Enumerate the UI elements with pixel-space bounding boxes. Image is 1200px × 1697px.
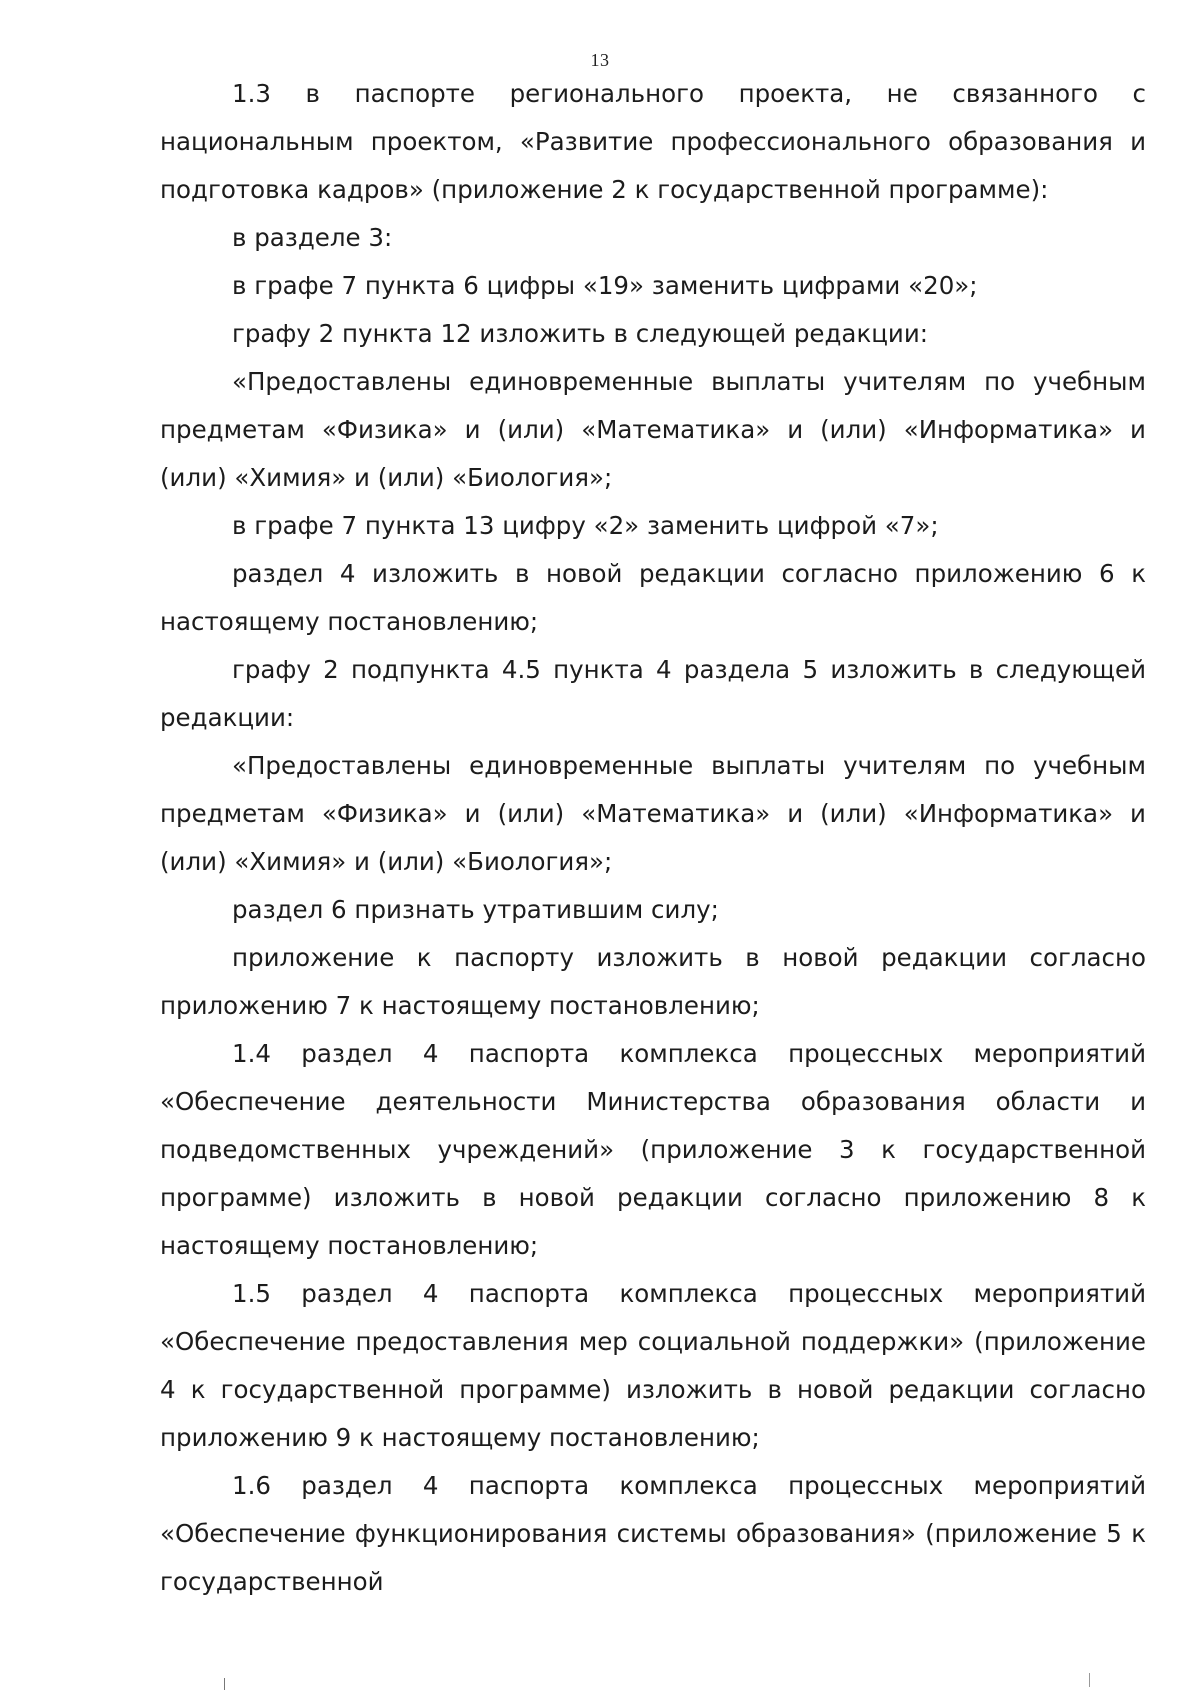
paragraph-section-6: раздел 6 признать утратившим силу;: [232, 895, 719, 924]
paragraph-1-5: 1.5 раздел 4 паспорта комплекса процессных мероприятий «Обеспечение предоставления мер социальной поддержки» (приложение 4 к государственной программе) изложить в новой редакции согласно приложению 9 к настоящему постановлению;: [160, 1279, 1146, 1452]
paragraph-quote-2: «Предоставлены единовременные выплаты учителям по учебным предметам «Физика» и (или) «Математика» и (или) «Информатика» и (или) «Химия» и (или) «Биология»;: [160, 751, 1146, 876]
paragraph-quote-1: «Предоставлены единовременные выплаты учителям по учебным предметам «Физика» и (или) «Математика» и (или) «Информатика» и (или) «Химия» и (или) «Биология»;: [160, 367, 1146, 492]
paragraph-item-12: графу 2 пункта 12 изложить в следующей редакции:: [232, 319, 929, 348]
paragraph-item-13: в графе 7 пункта 13 цифру «2» заменить цифрой «7»;: [232, 511, 939, 540]
document-body: [160, 70, 1146, 1606]
paragraph-section-4: раздел 4 изложить в новой редакции согласно приложению 6 к настоящему постановлению;: [160, 559, 1146, 636]
paragraph-section-3: в разделе 3:: [232, 223, 393, 252]
paragraph-subitem-4-5: графу 2 подпункта 4.5 пункта 4 раздела 5 изложить в следующей редакции:: [160, 655, 1146, 732]
page-number: 13: [590, 50, 610, 70]
paragraph-1-3: 1.3 в паспорте регионального проекта, не связанного с национальным проектом, «Развитие профессионального образования и подготовка кадров» (приложение 2 к государственной программе):: [160, 79, 1146, 204]
paragraph-appendix: приложение к паспорту изложить в новой редакции согласно приложению 7 к настоящему постановлению;: [160, 943, 1146, 1020]
scan-mark-right: [1089, 1673, 1090, 1687]
paragraph-item-6: в графе 7 пункта 6 цифры «19» заменить цифрами «20»;: [232, 271, 978, 300]
scan-mark-left: [224, 1678, 225, 1690]
paragraph-1-4: 1.4 раздел 4 паспорта комплекса процессных мероприятий «Обеспечение деятельности Министерства образования области и подведомственных учреждений» (приложение 3 к государственной программе) изложить в новой редакции согласно приложению 8 к настоящему постановлению;: [160, 1039, 1146, 1260]
paragraph-1-6: 1.6 раздел 4 паспорта комплекса процессных мероприятий «Обеспечение функционирования системы образования» (приложение 5 к государственной: [160, 1471, 1146, 1596]
